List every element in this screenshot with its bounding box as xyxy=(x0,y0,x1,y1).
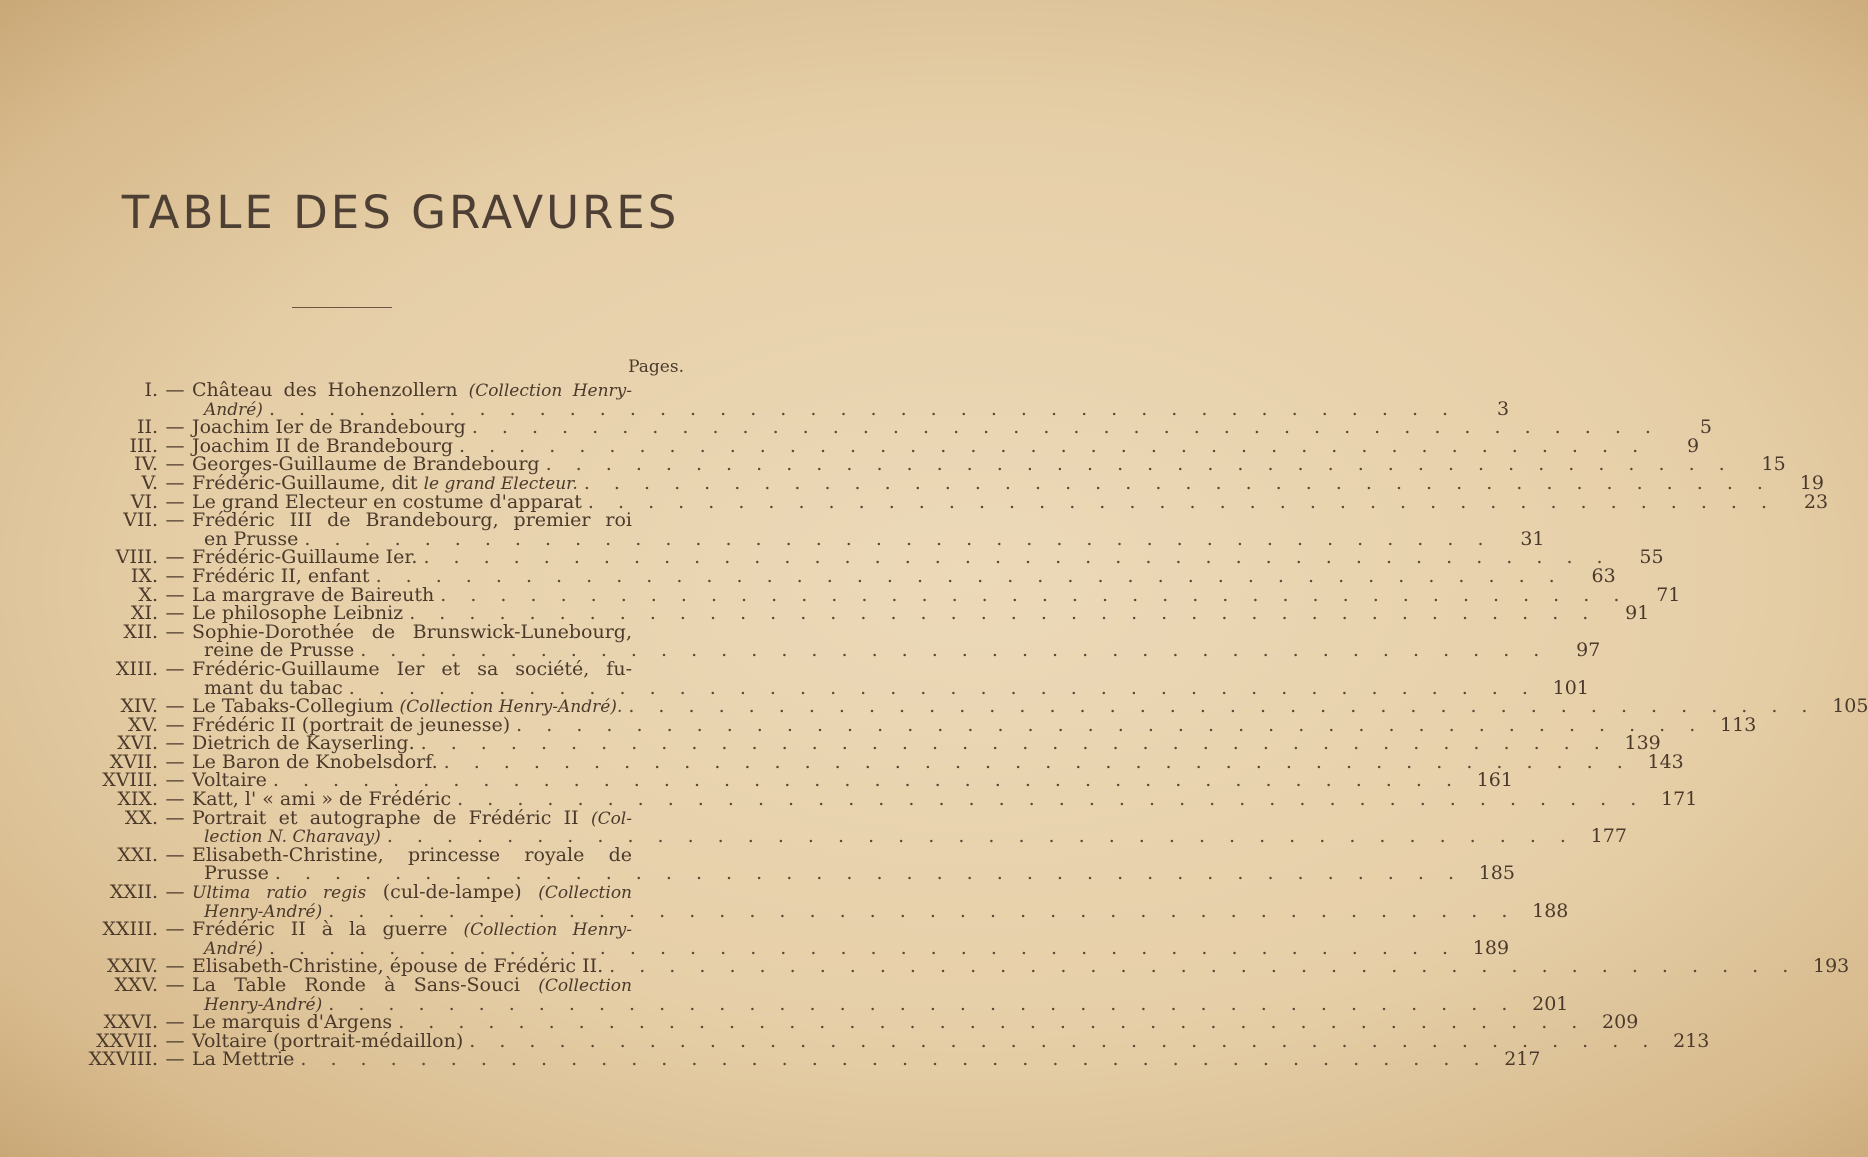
dash: — xyxy=(165,732,185,755)
dash: — xyxy=(165,1029,185,1052)
text: Le philosophe Leibniz xyxy=(192,602,404,625)
text: en Prusse xyxy=(204,527,299,550)
plate-number: III. xyxy=(129,434,158,457)
text: Frédéric-Guillaume Ier et sa société, fu- xyxy=(192,657,632,680)
page-number: 31 xyxy=(1520,527,1545,550)
dot-leader: . . . . . . . . . . . . . . . . . . . . . . . . . . . . . . . . . . . . . . . . xyxy=(471,416,1660,439)
dash: — xyxy=(165,974,185,996)
italic-text: le grand Electeur. xyxy=(423,473,578,494)
italic-text: (Collection xyxy=(538,976,632,996)
text: Elisabeth-Christine, épouse de Frédéric II. xyxy=(192,955,604,978)
page-number: 15 xyxy=(1761,453,1786,476)
dot-leader: . . . . . . . . . . . . . . . . . . . . . . . . . . . . . . . . . . . . . . . . xyxy=(272,769,1461,792)
text: La Table Ronde à Sans-Souci xyxy=(192,974,539,996)
plate-number: II. xyxy=(136,416,158,439)
page-number: 91 xyxy=(1625,602,1650,625)
dot-leader: . . . . . . . . . . . . . . . . . . . . . . . . . . . . . . . . . . . . . . . . xyxy=(274,862,1463,885)
dash: — xyxy=(165,881,185,904)
dot-leader: . . . . . . . . . . . . . . . . . . . . . . . . . . . . . . . . . . . . . . . . xyxy=(443,750,1632,773)
page-number: 55 xyxy=(1639,546,1664,569)
dot-leader: . . . . . . . . . . . . . . . . . . . . . . . . . . . . . . . . . . . . . . . . xyxy=(268,397,1458,420)
page-number: 105 xyxy=(1832,695,1868,718)
plate-number: XVIII. xyxy=(102,769,158,792)
page-number: 177 xyxy=(1590,825,1627,848)
plate-number: VI. xyxy=(130,490,158,513)
plate-number: XXIV. xyxy=(107,955,158,978)
toc-line xyxy=(40,976,684,995)
page-number: 171 xyxy=(1661,788,1698,811)
dash: — xyxy=(165,471,185,494)
plate-number: XIII. xyxy=(115,657,158,680)
plate-number: X. xyxy=(138,583,158,606)
plate-number: XXIII. xyxy=(102,918,158,941)
page-number: 97 xyxy=(1576,639,1601,662)
entry-text xyxy=(192,1050,1488,1069)
plate-number: IV. xyxy=(134,453,158,476)
plate-number: IX. xyxy=(130,564,158,587)
dash: — xyxy=(165,546,185,569)
toc-entry xyxy=(40,509,1545,550)
text: Frédéric II (portrait de jeunesse) xyxy=(192,713,511,736)
plate-number: XXVIII. xyxy=(88,1048,158,1071)
plate-number: XIV. xyxy=(120,695,158,718)
italic-text: Henry-André) xyxy=(204,994,323,1015)
dash: — xyxy=(165,453,185,476)
toc-entry xyxy=(40,1048,1541,1071)
dot-leader: . . . . . . . . . . . . . . . . . . . . . . . . . . . . . . . . . . . . . . . . xyxy=(375,564,1564,587)
text: Frédéric II, enfant xyxy=(192,564,370,587)
dot-leader: . . . . . . . . . . . . . . . . . . . . . . . . . . . . . . . . . . . . . . . . xyxy=(348,676,1537,699)
text: Elisabeth-Christine, princesse royale de xyxy=(192,843,632,866)
plate-number: VII. xyxy=(123,509,158,532)
dash: — xyxy=(165,955,185,978)
dot-leader: . . . . . . . . . . . . . . . . . . . . . . . . . . . . . . . . . . . . . . . . xyxy=(583,471,1772,494)
italic-text: André) xyxy=(204,399,263,420)
dash: — xyxy=(165,490,185,513)
toc-line xyxy=(40,1048,1541,1071)
page-number: 188 xyxy=(1532,899,1569,922)
text: Le grand Electeur en costume d'apparat xyxy=(192,490,582,513)
text: Frédéric II à la guerre xyxy=(192,918,464,941)
dot-leader: . . . . . . . . . . . . . . . . . . . . . . . . . . . . . . . . . . . . . . . . xyxy=(398,1011,1587,1034)
text: Joachim II de Brandebourg xyxy=(192,434,453,457)
entry-text-content xyxy=(204,864,269,883)
dot-leader: . . . . . . . . . . . . . . . . . . . . . . . . . . . . . . . . . . . . . . . . xyxy=(328,992,1517,1015)
page-number: 161 xyxy=(1476,769,1513,792)
text: Château des Hohenzollern xyxy=(192,379,469,401)
dash: — xyxy=(165,416,185,439)
text: Le Baron de Knobelsdorf. xyxy=(192,750,438,773)
toc-entry xyxy=(40,620,1601,662)
dash: — xyxy=(165,918,185,941)
text: Katt, l' « ami » de Frédéric xyxy=(192,788,452,811)
toc-entry xyxy=(40,379,1510,420)
dash: — xyxy=(165,1048,185,1071)
page-number: 217 xyxy=(1504,1048,1541,1071)
text: La margrave de Baireuth xyxy=(192,583,435,606)
plate-number: XI. xyxy=(130,602,158,625)
dash: — xyxy=(165,695,185,718)
plate-number: XII. xyxy=(123,620,158,643)
toc-entry xyxy=(40,843,1515,885)
dot-leader: . . . . . . . . . . . . . . . . . . . . . . . . . . . . . . . . . . . . . . . . xyxy=(360,639,1549,662)
plate-number: XXV. xyxy=(114,974,158,996)
plate-number: I. xyxy=(144,379,158,401)
text: Voltaire xyxy=(192,769,267,792)
text: Portrait et autographe de Frédéric II xyxy=(192,806,591,829)
page-number: 3 xyxy=(1496,397,1510,420)
pages-column-label: Pages. xyxy=(628,357,684,377)
dot-leader: . . . . . . . . . . . . . . . . . . . . . . . . . . . . . . . . . . . . . . . . xyxy=(409,602,1598,625)
dash: — xyxy=(165,583,185,606)
page-title: TABLE DES GRAVURES xyxy=(121,186,680,239)
dash: — xyxy=(165,1011,185,1034)
dash: — xyxy=(165,620,185,643)
page-number: 209 xyxy=(1602,1011,1639,1034)
page-number: 19 xyxy=(1799,471,1824,494)
dot-leader: . . . . . . . . . . . . . . . . . . . . . . . . . . . . . . . . . . . . . . . . xyxy=(300,1048,1489,1071)
toc-entry xyxy=(40,806,1627,848)
page-number: 5 xyxy=(1699,416,1712,439)
toc-line xyxy=(40,883,684,902)
dot-leader: . . . . . . . . . . . . . . . . . . . . . . . . . . . . . . . . . . . . . . . . xyxy=(469,1029,1658,1052)
entry-text-content xyxy=(192,1050,294,1069)
italic-text: Henry-André) xyxy=(204,901,323,922)
toc-line xyxy=(40,511,684,530)
plate-number: XVII. xyxy=(109,750,158,773)
dash: — xyxy=(165,843,185,866)
dot-leader: . . . . . . . . . . . . . . . . . . . . . . . . . . . . . . . . . . . . . . . . xyxy=(609,955,1798,978)
dot-leader: . . . . . . . . . . . . . . . . . . . . . . . . . . . . . . . . . . . . . . . . xyxy=(459,434,1648,457)
text: Voltaire (portrait-médaillon) xyxy=(192,1029,464,1052)
toc-line xyxy=(40,657,684,680)
dash: — xyxy=(165,788,185,811)
plate-number: VIII. xyxy=(115,546,158,569)
dot-leader: . . . . . . . . . . . . . . . . . . . . . . . . . . . . . . . . . . . . . . . . xyxy=(268,936,1458,959)
dash: — xyxy=(165,379,185,401)
page-number: 101 xyxy=(1552,676,1589,699)
text: Dietrich de Kayserling. xyxy=(192,732,415,755)
toc-entry xyxy=(40,657,1589,699)
text: Frédéric-Guillaume, dit xyxy=(192,471,424,494)
italic-text: Ultima ratio regis xyxy=(192,883,367,904)
dot-leader: . . . . . . . . . . . . . . . . . . . . . . . . . . . . . . . . . . . . . . . . xyxy=(440,583,1629,606)
italic-text: (Collection Henry-André). xyxy=(399,697,623,718)
page-number: 23 xyxy=(1803,490,1829,513)
plate-number: XXVII. xyxy=(96,1029,158,1052)
page-number: 193 xyxy=(1813,955,1850,978)
page-number: 213 xyxy=(1673,1029,1710,1052)
dash: — xyxy=(165,509,185,532)
text: Le marquis d'Argens xyxy=(192,1011,393,1034)
plate-number: XV. xyxy=(128,713,158,736)
plate-number: XXVI. xyxy=(103,1011,158,1034)
italic-text: (Collection Henry- xyxy=(468,381,633,401)
page-number: 143 xyxy=(1647,750,1684,773)
toc-entry xyxy=(40,974,1569,1015)
page-number: 71 xyxy=(1656,583,1681,606)
page-number: 63 xyxy=(1591,564,1616,587)
text: (cul-de-lampe) xyxy=(366,881,539,904)
page-number: 189 xyxy=(1472,936,1510,959)
title-divider xyxy=(292,307,392,308)
page-number: 9 xyxy=(1687,434,1700,457)
page-number: 185 xyxy=(1478,862,1515,885)
toc-entry xyxy=(40,881,1569,922)
italic-text: André) xyxy=(204,938,263,959)
dash: — xyxy=(165,750,185,773)
dash: — xyxy=(165,806,185,829)
dot-leader: . . . . . . . . . . . . . . . . . . . . . . . . . . . . . . . . . . . . . . . . xyxy=(457,788,1646,811)
text: Georges-Guillaume de Brandebourg xyxy=(192,453,540,476)
dot-leader: . . . . . . . . . . . . . . . . . . . . . . . . . . . . . . . . . . . . . . . . xyxy=(304,527,1493,550)
plate-number: XXI. xyxy=(117,843,158,866)
dot-leader: . . . . . . . . . . . . . . . . . . . . . . . . . . . . . . . . . . . . . . . . xyxy=(516,713,1705,736)
dash: — xyxy=(165,713,185,736)
dot-leader: . . . . . . . . . . . . . . . . . . . . . . . . . . . . . . . . . . . . . . . . xyxy=(628,695,1817,718)
italic-text: lection N. Charavay) xyxy=(204,827,381,848)
text: mant du tabac xyxy=(204,676,343,699)
plate-number: XX. xyxy=(124,806,158,829)
page-number: 139 xyxy=(1624,732,1661,755)
plate-number: XVI. xyxy=(117,732,158,755)
plate-number: XXII. xyxy=(109,881,158,904)
plate-number: V. xyxy=(141,471,158,494)
text: Sophie-Dorothée de Brunswick-Lunebourg, xyxy=(192,620,632,643)
text: Le Tabaks-Collegium xyxy=(192,695,400,718)
toc-line xyxy=(40,381,684,400)
dot-leader: . . . . . . . . . . . . . . . . . . . . . . . . . . . . . . . . . . . . . . . . xyxy=(420,732,1609,755)
page-number: 201 xyxy=(1532,992,1569,1015)
dash: — xyxy=(165,769,185,792)
text: Frédéric III de Brandebourg, premier roi xyxy=(192,509,632,532)
text: reine de Prusse xyxy=(204,639,355,662)
italic-text: (Col- xyxy=(590,808,632,829)
text: La Mettrie xyxy=(192,1048,295,1071)
dash: — xyxy=(165,602,185,625)
italic-text: (Collection xyxy=(538,883,633,904)
toc-entry xyxy=(40,918,1510,959)
table-of-plates xyxy=(40,379,1868,1071)
dot-leader: . . . . . . . . . . . . . . . . . . . . . . . . . . . . . . . . . . . . . . . . xyxy=(386,825,1575,848)
italic-text: (Collection Henry- xyxy=(463,920,632,941)
dot-leader: . . . . . . . . . . . . . . . . . . . . . . . . . . . . . . . . . . . . . . . . xyxy=(587,490,1777,513)
page-number: 113 xyxy=(1720,713,1757,736)
dot-leader: . . . . . . . . . . . . . . . . . . . . . . . . . . . . . . . . . . . . . . . . xyxy=(545,453,1734,476)
dot-leader: . . . . . . . . . . . . . . . . . . . . . . . . . . . . . . . . . . . . . . . . xyxy=(328,899,1517,922)
dash: — xyxy=(165,564,185,587)
plate-number: XIX. xyxy=(117,788,158,811)
text: Prusse xyxy=(204,862,269,885)
dash: — xyxy=(165,434,185,457)
text: Joachim Ier de Brandebourg xyxy=(192,416,466,439)
dash: — xyxy=(165,657,185,680)
dot-leader: . . . . . . . . . . . . . . . . . . . . . . . . . . . . . . . . . . . . . . . . xyxy=(423,546,1612,569)
text: Frédéric-Guillaume Ier. xyxy=(192,546,418,569)
